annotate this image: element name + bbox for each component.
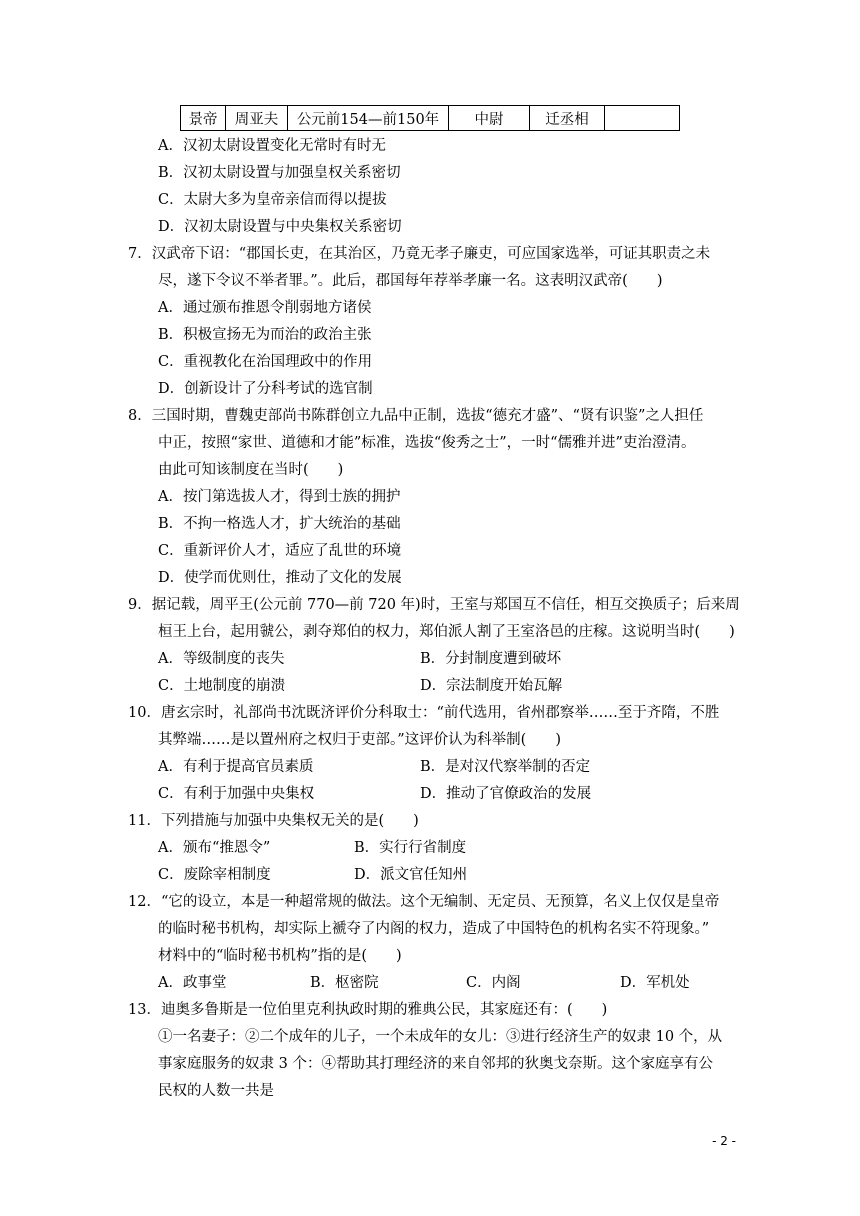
- q9-option-d: D．宗法制度开始瓦解: [420, 678, 563, 694]
- q12-option-d: D．军机处: [620, 975, 690, 991]
- q8-option-a: A．按门第选拔人才，得到士族的拥护: [158, 489, 401, 505]
- table-cell-empty: [605, 106, 680, 131]
- q9-option-b: B．分封制度遭到破坏: [420, 651, 562, 667]
- q7-stem-line2: 尽，遂下令议不举者罪。”。此后，郡国每年荐举孝廉一名。这表明汉武帝( ): [158, 273, 663, 289]
- table-cell-name: 周亚夫: [226, 106, 288, 131]
- q11-option-b: B．实行行省制度: [354, 840, 467, 856]
- q11-stem-line1: 11．下列措施与加强中央集权无关的是( ): [128, 813, 419, 829]
- officials-table: [180, 105, 680, 131]
- q6-option-a: A．汉初太尉设置变化无常时有时无: [158, 138, 386, 154]
- table-cell-period: 公元前154—前150年: [288, 106, 449, 131]
- q9-option-c: C．土地制度的崩溃: [158, 678, 286, 694]
- q11-option-d: D．派文官任知州: [354, 867, 468, 883]
- q7-option-b: B．积极宣扬无为而治的政治主张: [158, 327, 372, 343]
- q9-stem-line2: 桓王上台，起用虢公，剥夺郑伯的权力，郑伯派人割了王室洛邑的庄稼。这说明当时( ): [158, 624, 735, 640]
- q10-option-d: D．推动了官僚政治的发展: [420, 786, 592, 802]
- q10-option-b: B．是对汉代察举制的否定: [420, 759, 591, 775]
- q12-stem-line1: 12．“它的设立，本是一种超常规的做法。这个无编制、无定员、无预算，名义上仅仅是皇帝: [128, 894, 720, 910]
- q7-option-a: A．通过颁布推恩令削弱地方诸侯: [158, 300, 372, 316]
- q10-option-a: A．有利于提高官员素质: [158, 759, 314, 775]
- q12-stem-line2: 的临时秘书机构，却实际上褫夺了内阁的权力，造成了中国特色的机构名实不符现象。”: [158, 921, 710, 937]
- q11-option-a: A．颁布“推恩令”: [158, 840, 271, 856]
- table-cell-promotion: 迁丞相: [530, 106, 605, 131]
- q13-stem-line4: 民权的人数一共是: [158, 1083, 274, 1099]
- q6-option-c: C．太尉大多为皇帝亲信而得以提拔: [158, 192, 387, 208]
- table-row: [181, 106, 680, 131]
- q6-option-b: B．汉初太尉设置与加强皇权关系密切: [158, 165, 401, 181]
- q9-option-a: A．等级制度的丧失: [158, 651, 285, 667]
- table-cell-emperor: 景帝: [181, 106, 226, 131]
- q13-stem-line1: 13．迪奥多鲁斯是一位伯里克利执政时期的雅典公民，其家庭还有：( ): [128, 1002, 608, 1018]
- q8-option-c: C．重新评价人才，适应了乱世的环境: [158, 543, 402, 559]
- q12-option-c: C．内阁: [466, 975, 521, 991]
- q7-option-c: C．重视教化在治国理政中的作用: [158, 354, 373, 370]
- table-cell-position: 中尉: [449, 106, 530, 131]
- q10-stem-line1: 10．唐玄宗时，礼部尚书沈既济评价分科取士：“前代选用，省州郡察举……至于齐隋，不胜: [128, 705, 720, 721]
- q8-stem-line1: 8．三国时期，曹魏吏部尚书陈群创立九品中正制，选拔“德充才盛”、“贤有识鉴”之人担任: [128, 408, 704, 424]
- q13-stem-line2: ①一名妻子：②二个成年的儿子，一个未成年的女儿：③进行经济生产的奴隶 10 个，从: [158, 1029, 723, 1045]
- q8-option-b: B．不拘一格选人才，扩大统治的基础: [158, 516, 401, 532]
- q7-option-d: D．创新设计了分科考试的选官制: [158, 381, 373, 397]
- q6-option-d: D．汉初太尉设置与中央集权关系密切: [158, 219, 402, 235]
- q9-stem-line1: 9．据记载，周平王(公元前 770—前 720 年)时，王室与郑国互不信任，相互交换质子；后来周: [128, 597, 740, 613]
- q7-stem-line1: 7．汉武帝下诏：“郡国长吏，在其治区，乃竟无孝子廉吏，可应国家选举，可证其职责之未: [128, 246, 711, 262]
- q8-option-d: D．使学而优则仕，推动了文化的发展: [158, 570, 402, 586]
- q13-stem-line3: 事家庭服务的奴隶 3 个：④帮助其打理经济的来自邻邦的狄奥戈奈斯。这个家庭享有公: [158, 1056, 713, 1072]
- q10-stem-line2: 其弊端……是以置州府之权归于吏部。”这评价认为科举制( ): [158, 732, 561, 748]
- q11-option-c: C．废除宰相制度: [158, 867, 271, 883]
- q12-stem-line3: 材料中的“临时秘书机构”指的是( ): [158, 948, 402, 964]
- q8-stem-line3: 由此可知该制度在当时( ): [158, 462, 344, 478]
- q10-option-c: C．有利于加强中央集权: [158, 786, 315, 802]
- page-number: - 2 -: [712, 1134, 736, 1148]
- q8-stem-line2: 中正，按照“家世、道德和才能”标准，选拔“俊秀之士”，一时“儒雅并进”吏治澄清。: [158, 435, 696, 451]
- q12-option-a: A．政事堂: [158, 975, 227, 991]
- q12-option-b: B．枢密院: [310, 975, 379, 991]
